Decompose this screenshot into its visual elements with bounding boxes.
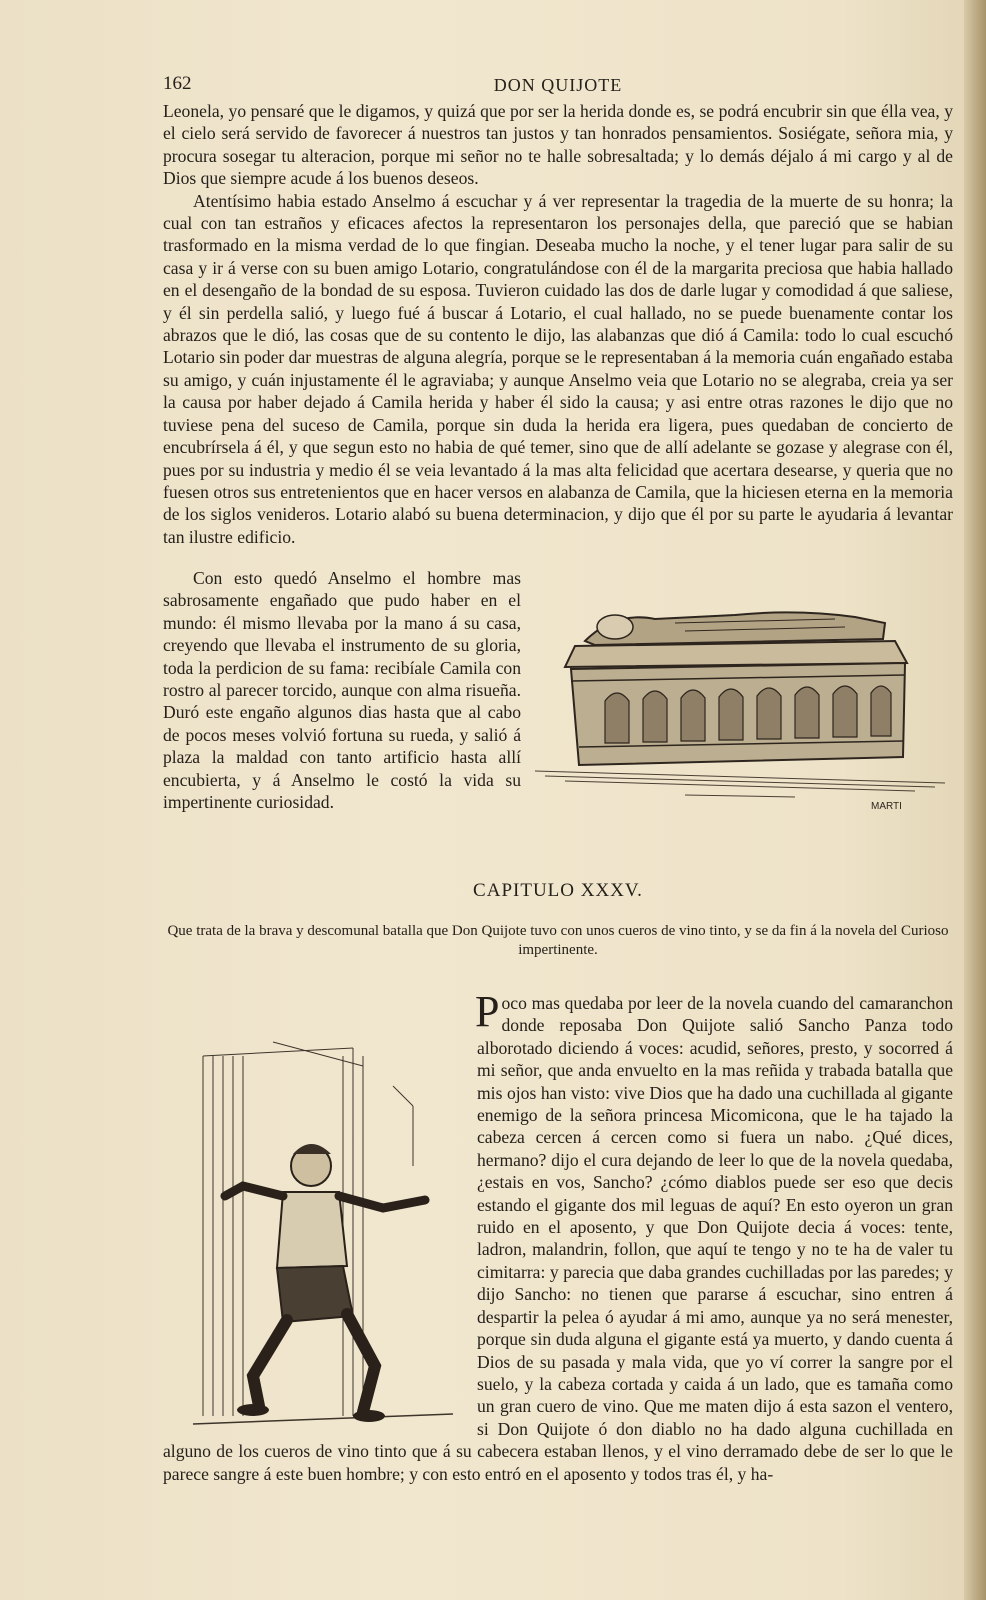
running-title: DON QUIJOTE xyxy=(493,75,623,95)
chapter-summary: Que trata de la brava y descomunal batalla que Don Quijote tuvo con unos cueros de vino tinto, y se da fin á la novela del Curioso impertinente. xyxy=(167,923,949,958)
page-edge xyxy=(964,0,986,1600)
sancho-illustration xyxy=(163,996,463,1436)
text-block-middle xyxy=(163,567,953,819)
page-number: 162 xyxy=(163,73,192,94)
drop-cap: P xyxy=(475,987,500,1036)
sarcophagus-illustration xyxy=(535,571,953,813)
page-header xyxy=(163,73,953,99)
chapter-title: CAPITULO XXXV. xyxy=(473,880,643,901)
chapter-paragraph-1-text: oco mas quedaba por leer de la novela cuando del camaranchon donde reposaba Don Quijote salió Sancho Panza todo alborotado diciendo á voces: acudid, señores, presto, y socorred á mi señor, que anda envuelto en la mas reñida y trabada batalla que mis ojos han visto: vive Dios que ha dado una cuchillada al gigante enemigo de la señora princesa Micomicona, que le ha tajado la cabeza cercen á cercen como si fuera un nabo. ¿Qué dices, hermano? dijo el cura dejando de leer lo que de la novela quedaba, ¿estais en vos, Sancho? ¿cómo diablos puede ser eso que decis estando el gigante dos mil leguas de aquí? En esto oyeron un gran ruido en el aposento, y que Don Quijote decia á voces: tente, ladron, malandrin, follon, que aquí te tengo y no te ha de valer tu cimitarra: y parecia que daba grandes cuchilladas por las paredes; y dijo Sancho: no tienen que pararse á escuchar, sino entren á despartir la pelea ó ayudar á mi amo, aunque ya no será menester, porque sin duda alguna el gigante está ya muerto, y dando cuenta á Dios de su pasada y mala vida, que yo ví correr la sangre por el suelo, y la cabeza cortada y caida á un lado, que es tamaña como un gran cuero de vino. Que me maten dijo á esta sazon el ventero, si Don Quijote ó don diablo no ha dado alguna cuchillada en alguno de los cueros de vino tinto que á su cabecera estaban llenos, y el vino derramado debe de ser lo que le parece sangre á este buen hombre; y con esto entró en el aposento y todos tras él, y ha- xyxy=(163,993,953,1484)
text-block-top xyxy=(163,100,953,548)
illustration-signature: MARTI xyxy=(871,801,902,812)
sarcophagus-icon xyxy=(535,571,953,813)
chapter-text xyxy=(163,987,953,1485)
paragraph-3: Con esto quedó Anselmo el hombre mas sabrosamente engañado que pudo haber en el mundo: él mismo llevaba por la mano á su casa, creyendo que llevaba el instrumento de su gloria, toda la perdicion de su fama: recibíale Camila con rostro al parecer torcido, aunque con alma risueña. Duró este engaño algunos dias hasta que al cabo de pocos meses volvió fortuna su rueda, y salió á plaza la maldad con tanto artificio hasta allí encubierta, y á Anselmo le costó la vida su impertinente curiosidad. xyxy=(163,568,521,813)
running-man-icon xyxy=(163,996,463,1436)
paragraph-2: Atentísimo habia estado Anselmo á escuchar y á ver representar la tragedia de la muerte de su honra; la cual con tan estraños y eficaces afectos la representaron los personajes della, que pareció que se habian trasformado en la misma verdad de lo que fingian. Deseaba mucho la noche, y el tener lugar para salir de su casa y ir á verse con su buen amigo Lotario, congratulándose con él de la margarita preciosa que habia hallado en el desengaño de la bondad de su esposa. Tuvieron cuidado las dos de darle lugar y comodidad á que saliese, y él sin perdella salió, y luego fué á buscar á Lotario, el cual hallado, no se puede buenamente contar los abrazos que le dió, las cosas que de su contento le dijo, las alabanzas que dió á Camila: todo lo cual escuchó Lotario sin poder dar muestras de alguna alegría, porque se le representaban á la memoria cuán engañado estaba su amigo, y cuán injustamente él le agraviaba; y aunque Anselmo veia que Lotario no se alegraba, creia ya ser la causa por haber dejado á Camila herida y haber él sido la causa; y asi entre otras razones le dijo que no tuviese pena del suceso de Camila, porque sin duda la herida era ligera, pues quedaban de concierto de encubrírsela á él, y que segun esto no habia de qué temer, sino que de allí adelante se gozase y alegrase con él, pues por su industria y medio él se veia levantado á la mas alta felicidad que acertara desearse, y queria que no fuesen otros sus entretenientos que en hacer versos en alabanza de Camila, que la hiciesen eterna en la memoria de los siglos venideros. Lotario alabó su buena determinacion, y dijo que él por su parte le ayudaria á levantar tan ilustre edificio. xyxy=(163,190,953,547)
paragraph-1: Leonela, yo pensaré que le digamos, y quizá que por ser la herida donde es, se podrá encubrir sin que élla vea, y el cielo será servido de favorecer á nuestros tan justos y tan honrados pensamientos. Sosiégate, señora mia, y procura sosegar tu alteracion, porque mi señor no te halle sobresaltada; y lo demás déjalo á mi cargo y al de Dios que siempre acude á los buenos deseos. xyxy=(163,101,953,189)
